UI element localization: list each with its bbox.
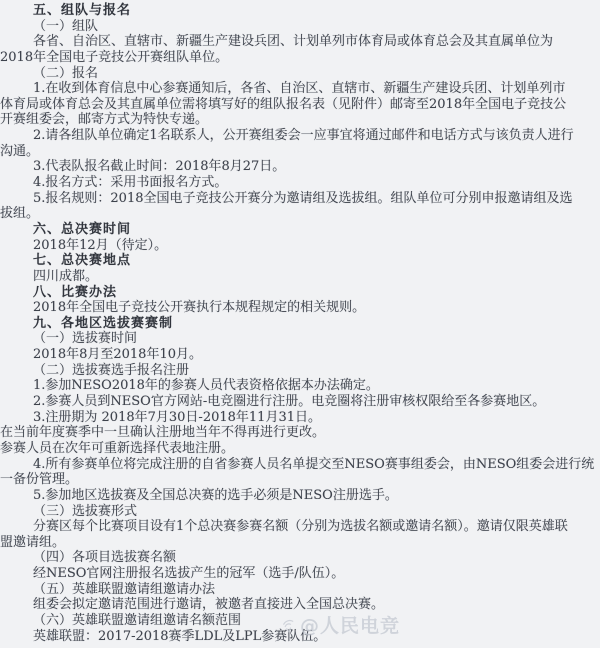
text-line: 七、总决赛地点 xyxy=(33,253,132,269)
text-line: 1.参加NESO2018年的参赛人员代表资格依据本办法确定。 xyxy=(33,378,379,394)
text-line: （四）各项目选拔赛名额 xyxy=(33,550,177,566)
text-line: 沟通。 xyxy=(0,143,40,159)
text-line: 3.代表队报名截止时间：2018年8月27日。 xyxy=(33,159,286,175)
text-line: （三）选拔赛形式 xyxy=(33,503,138,519)
text-line: 5.报名规则：2018全国电子竞技公开赛分为邀请组及选拔组。组队单位可分别申报邀请组及选 xyxy=(33,190,573,206)
text-line: 参赛人员在次年可重新选择代表地注册。 xyxy=(0,440,235,456)
text-line: 八、比赛办法 xyxy=(33,284,118,300)
text-line: （二）选拔赛选手报名注册 xyxy=(33,362,190,378)
text-line: 2018年全国电子竞技公开赛执行本规程规定的相关规则。 xyxy=(33,300,366,316)
text-line: 2.请各组队单位确定1名联系人，公开赛组委会一应事宜将通过邮件和电话方式与该负责人进行 xyxy=(33,128,574,144)
text-line: 六、总决赛时间 xyxy=(33,221,132,237)
text-line: 开赛组委会，邮寄方式为特快专递。 xyxy=(0,112,209,128)
text-line: 英雄联盟：2017-2018赛季LDL及LPL参赛队伍。 xyxy=(33,628,327,644)
text-line: 组委会拟定邀请范围进行邀请，被邀者直接进入全国总决赛。 xyxy=(33,597,385,613)
text-line: 2018年12月（待定）。 xyxy=(33,237,168,253)
text-line: 2018年全国电子竞技公开赛组队单位。 xyxy=(0,49,229,65)
text-line: （二）报名 xyxy=(33,65,99,81)
text-line: （一）选拔赛时间 xyxy=(33,331,138,347)
text-line: 五、组队与报名 xyxy=(33,3,132,18)
text-line: 分赛区每个比赛项目设有1个总决赛参赛名额（分别为选拔名额或邀请名额）。邀请仅限英雄联 xyxy=(33,519,568,535)
text-line: 5.参加地区选拔赛及全国总决赛的选手必须是NESO注册选手。 xyxy=(33,487,398,503)
text-line: （一）组队 xyxy=(33,18,99,34)
document-body xyxy=(0,3,600,644)
text-line: 在当前年度赛季中一旦确认注册地当年不得再进行更改。 xyxy=(0,425,326,441)
text-line: 体育局或体育总会及其直属单位需将填写好的组队报名表（见附件）邮寄至2018年全国电子竞技公 xyxy=(0,96,567,112)
text-line: 拔组。 xyxy=(0,206,40,222)
text-line: 2018年8月至2018年10月。 xyxy=(33,347,202,363)
watermark-text: @人民电竞 xyxy=(300,615,401,637)
text-line: 2.参赛人员到NESO官方网站-电竞圈进行注册。电竞圈将注册审核权限给至各参赛地区。 xyxy=(33,394,546,410)
text-line: 一备份管理。 xyxy=(0,472,79,488)
text-line: 1.在收到体育信息中心参赛通知后，各省、自治区、直辖市、新疆生产建设兵团、计划单列市 xyxy=(33,81,566,97)
text-line: 3.注册期为 2018年7月30日-2018年11月31日。 xyxy=(33,409,321,425)
text-line: 盟邀请组。 xyxy=(0,534,66,550)
text-line: 九、各地区选拔赛赛制 xyxy=(33,315,174,331)
text-line: （六）英雄联盟邀请组邀请名额范围 xyxy=(33,612,242,628)
text-line: 4.报名方式：采用书面报名方式。 xyxy=(33,175,228,191)
text-line: 4.所有参赛单位将完成注册的自省参赛人员名单提交至NESO赛事组委会，由NESO组委会进行统 xyxy=(33,456,595,472)
text-line: 经NESO官网注册报名选拔产生的冠军（选手/队伍）。 xyxy=(33,566,345,582)
text-line: 四川成都。 xyxy=(33,268,99,284)
text-line: 各省、自治区、直辖市、新疆生产建设兵团、计划单列市体育局或体育总会及其直属单位为 xyxy=(33,34,554,50)
text-line: （五）英雄联盟邀请组邀请办法 xyxy=(33,581,216,597)
